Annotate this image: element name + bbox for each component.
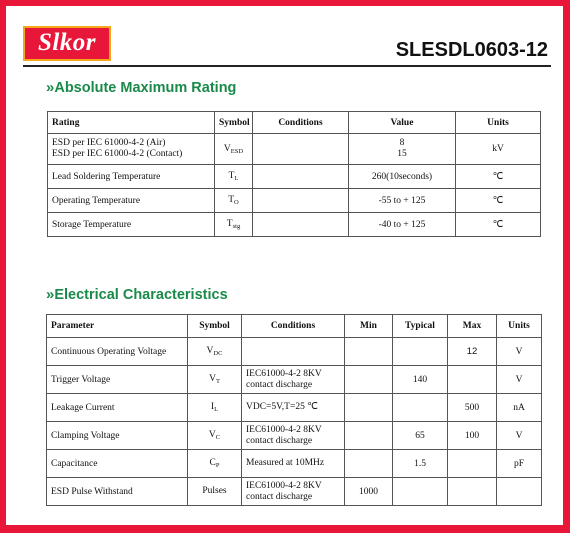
symbol-cell: $I_L$ (188, 394, 242, 422)
typical-cell (393, 338, 448, 366)
param-cell: Continuous Operating Voltage (47, 338, 188, 366)
col-header: Units (497, 315, 542, 338)
param-cell: Leakage Current (47, 394, 188, 422)
conditions-cell (253, 165, 349, 189)
table-row (47, 450, 542, 478)
min-cell (345, 338, 393, 366)
rating-cell: Operating Temperature (48, 189, 215, 213)
symbol-cell: $V_{DC}$ (188, 338, 242, 366)
table-header-row (47, 315, 542, 338)
table-header-row (48, 112, 541, 134)
min-cell (345, 394, 393, 422)
table-row (47, 422, 542, 450)
rating-cell: Lead Soldering Temperature (48, 165, 215, 189)
units-cell: nA (497, 394, 542, 422)
table-row (48, 165, 541, 189)
value-cell: -40 to + 125 (349, 213, 456, 237)
min-cell (345, 450, 393, 478)
header-divider (23, 65, 551, 67)
param-cell: Capacitance (47, 450, 188, 478)
max-cell (448, 478, 497, 506)
col-header: Typical (393, 315, 448, 338)
min-cell (345, 422, 393, 450)
abs-max-table (47, 111, 541, 237)
min-cell (345, 366, 393, 394)
conditions-cell: IEC61000-4-2 8KV contact discharge (242, 478, 345, 506)
typical-cell: 1.5 (393, 450, 448, 478)
col-header: Conditions (253, 112, 349, 134)
param-cell: ESD Pulse Withstand (47, 478, 188, 506)
conditions-cell: Measured at 10MHz (242, 450, 345, 478)
max-cell: 100 (448, 422, 497, 450)
symbol-cell: $V_C$ (188, 422, 242, 450)
table-row (48, 189, 541, 213)
symbol-cell: $V_{ESD}$ (215, 134, 253, 165)
max-cell (448, 450, 497, 478)
col-header: Max (448, 315, 497, 338)
section-arrow-icon: » (46, 286, 55, 303)
value-cell: 260(10seconds) (349, 165, 456, 189)
value-cell: -55 to + 125 (349, 189, 456, 213)
max-cell (448, 366, 497, 394)
typical-cell: 65 (393, 422, 448, 450)
symbol-cell: $V_T$ (188, 366, 242, 394)
symbol-cell: $T_O$ (215, 189, 253, 213)
max-cell: 500 (448, 394, 497, 422)
table-row (47, 394, 542, 422)
col-header: Parameter (47, 315, 188, 338)
units-cell: V (497, 366, 542, 394)
table-row (48, 134, 541, 165)
units-cell: V (497, 338, 542, 366)
conditions-cell (253, 189, 349, 213)
table-row (48, 213, 541, 237)
conditions-cell: VDC=5V,T=25 ℃ (242, 394, 345, 422)
symbol-cell: $C_P$ (188, 450, 242, 478)
typical-cell (393, 394, 448, 422)
rating-cell: ESD per IEC 61000-4-2 (Air) ESD per IEC 61000-4-2 (Contact) (48, 134, 215, 165)
brand-logo: Slkor (23, 26, 111, 61)
elec-heading: »Electrical Characteristics (46, 286, 228, 303)
col-header: Symbol (188, 315, 242, 338)
units-cell: ℃ (456, 189, 541, 213)
units-cell: kV (456, 134, 541, 165)
col-header: Conditions (242, 315, 345, 338)
conditions-cell: IEC61000-4-2 8KV contact discharge (242, 422, 345, 450)
value-cell: 8 15 (349, 134, 456, 165)
conditions-cell (253, 213, 349, 237)
typical-cell (393, 478, 448, 506)
typical-cell: 140 (393, 366, 448, 394)
units-cell: V (497, 422, 542, 450)
symbol-cell: $T_{stg}$ (215, 213, 253, 237)
rating-cell: Storage Temperature (48, 213, 215, 237)
elec-table (46, 314, 542, 506)
col-header: Units (456, 112, 541, 134)
units-cell: pF (497, 450, 542, 478)
symbol-cell: Pulses (188, 478, 242, 506)
param-cell: Clamping Voltage (47, 422, 188, 450)
min-cell: 1000 (345, 478, 393, 506)
col-header: Min (345, 315, 393, 338)
section-arrow-icon: » (46, 79, 55, 96)
table-row (47, 478, 542, 506)
datasheet-page (6, 6, 563, 525)
table-row (47, 338, 542, 366)
units-cell (497, 478, 542, 506)
param-cell: Trigger Voltage (47, 366, 188, 394)
conditions-cell: IEC61000-4-2 8KV contact discharge (242, 366, 345, 394)
conditions-cell (253, 134, 349, 165)
max-cell: 12 (448, 338, 497, 366)
part-number: SLESDL0603-12 (395, 39, 548, 61)
conditions-cell (242, 338, 345, 366)
table-row (47, 366, 542, 394)
abs-max-heading: »Absolute Maximum Rating (46, 79, 237, 96)
col-header: Rating (48, 112, 215, 134)
symbol-cell: $T_L$ (215, 165, 253, 189)
col-header: Value (349, 112, 456, 134)
col-header: Symbol (215, 112, 253, 134)
units-cell: ℃ (456, 165, 541, 189)
units-cell: ℃ (456, 213, 541, 237)
